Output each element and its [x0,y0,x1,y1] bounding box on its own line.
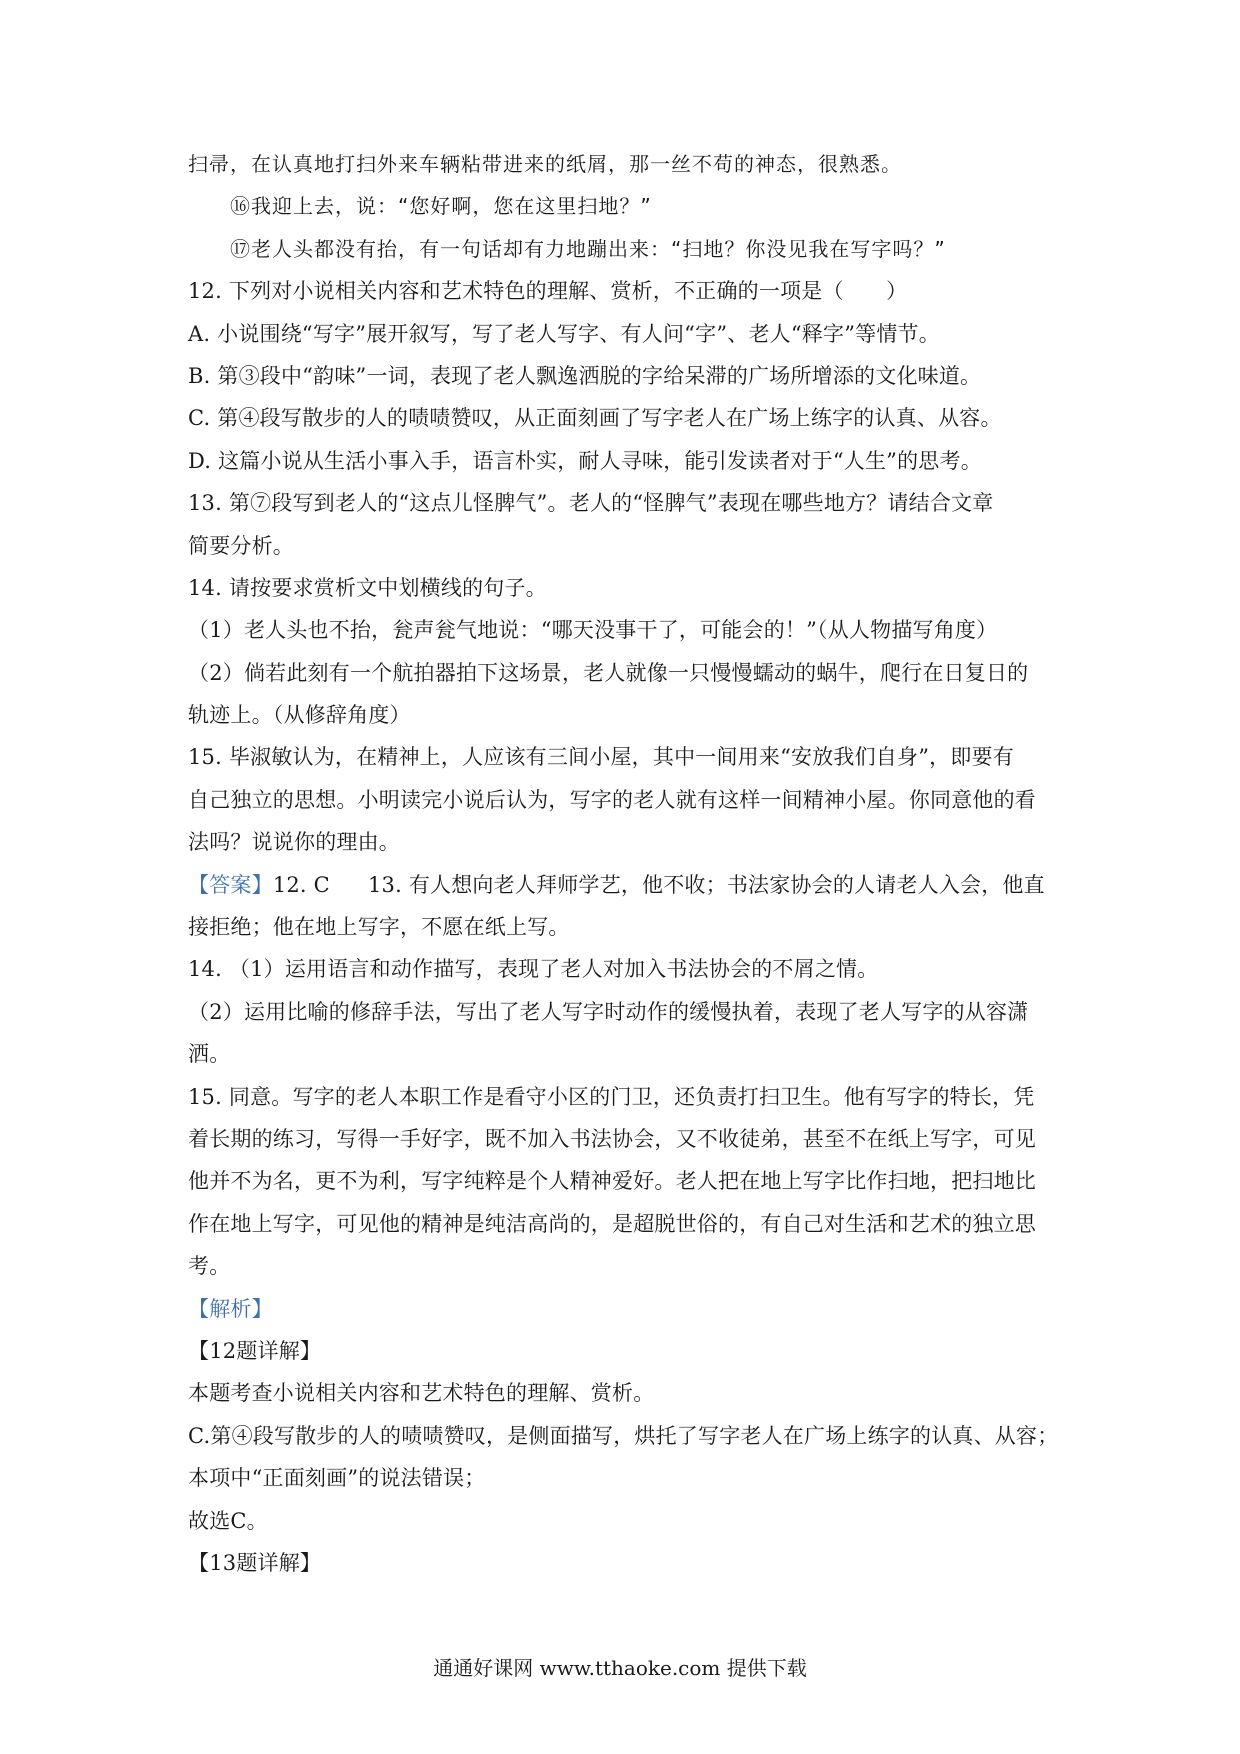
question-15-line: 法吗？说说你的理由。 [188,830,400,855]
analysis-12-line: 本题考查小说相关内容和艺术特色的理解、赏析。 [188,1381,655,1406]
answer-14-line: 14. （1）运用语言和动作描写，表现了老人对加入书法协会的不屑之情。 [188,957,879,982]
answer-13-cont: 接拒绝；他在地上写字，不愿在纸上写。 [188,915,570,940]
question-12-option-a: A. 小说围绕“写字”展开叙写，写了老人写字、有人问“字”、老人“释字”等情节。 [188,321,940,346]
question-13-line: 简要分析。 [188,533,294,558]
question-14-part: （2）倘若此刻有一个航拍器拍下这场景，老人就像一只慢慢蠕动的蜗牛，爬行在日复日的 [188,660,1029,685]
question-14-stem: 14. 请按要求赏析文中划横线的句子。 [188,575,547,600]
question-12-option-c: C. 第④段写散步的人的啧啧赞叹，从正面刻画了写字老人在广场上练字的认真、从容。 [188,406,1002,431]
answer-12: 12. C [272,872,330,897]
answer-15-line: 15. 同意。写字的老人本职工作是看守小区的门卫，还负责打扫卫生。他有写字的特长，凭 [188,1084,1035,1109]
question-14-part: 轨迹上。（从修辞角度） [188,703,411,728]
answer-tag: 【答案】 [188,872,273,897]
answer-14-line: （2）运用比喻的修辞手法，写出了老人写字时动作的缓慢执着，表现了老人写字的从容潇 [188,999,1029,1024]
answer-15-line: 考。 [188,1254,231,1279]
question-13-line: 13. 第⑦段写到老人的“这点儿怪脾气”。老人的“怪脾气”表现在哪些地方？请结合文章 [188,491,994,516]
story-paragraph-16: ⑯我迎上去，说：“您好啊，您在这里扫地？” [230,194,652,219]
question-14-part: （1）老人头也不抬，瓮声瓮气地说：“哪天没事干了，可能会的！”（从人物描写角度） [188,618,998,643]
question-12-stem: 12. 下列对小说相关内容和艺术特色的理解、赏析，不正确的一项是（ ） [188,279,908,304]
analysis-12-line: 本项中“正面刻画”的说法错误； [188,1466,486,1491]
analysis-12-heading: 【12题详解】 [188,1338,322,1363]
answer-15-line: 他并不为名，更不为利，写字纯粹是个人精神爱好。老人把在地上写字比作扫地，把扫地比 [188,1169,1036,1194]
analysis-13-heading: 【13题详解】 [188,1550,322,1575]
answer-13: 13. 有人想向老人拜师学艺，他不收；书法家协会的人请老人入会，他直 [367,872,1045,897]
answer-15-line: 着长期的练习，写得一手好字，既不加入书法协会，又不收徒弟，甚至不在纸上写字，可见 [188,1126,1036,1151]
analysis-12-line: 故选C。 [188,1508,268,1533]
question-12-option-d: D. 这篇小说从生活小事入手，语言朴实，耐人寻味，能引发读者对于“人生”的思考。 [188,448,982,473]
analysis-tag: 【解析】 [188,1296,273,1321]
question-12-option-b: B. 第③段中“韵味”一词，表现了老人飘逸洒脱的字给呆滞的广场所增添的文化味道。 [188,363,982,388]
story-line: 扫帚，在认真地打扫外来车辆粘带进来的纸屑，那一丝不苟的神态，很熟悉。 [188,152,902,176]
question-15-line: 15. 毕淑敏认为，在精神上，人应该有三间小屋，其中一间用来“安放我们自身”，即要有 [188,745,1014,770]
page-footer: 通通好课网 www.tthaoke.com 提供下载 [433,1656,807,1680]
answer-14-line: 洒。 [188,1042,231,1067]
answer-line [188,864,1070,906]
question-15-line: 自己独立的思想。小明读完小说后认为，写字的老人就有这样一间精神小屋。你同意他的看 [188,787,1036,812]
story-paragraph-17: ⑰老人头都没有抬，有一句话却有力地蹦出来：“扫地？你没见我在写字吗？” [230,236,946,261]
analysis-12-line: C.第④段写散步的人的啧啧赞叹，是侧面描写，烘托了写字老人在广场上练字的认真、从容； [188,1423,1059,1448]
analysis-heading [188,1288,1070,1330]
answer-15-line: 作在地上写字，可见他的精神是纯洁高尚的，是超脱世俗的，有自己对生活和艺术的独立思 [188,1211,1036,1236]
